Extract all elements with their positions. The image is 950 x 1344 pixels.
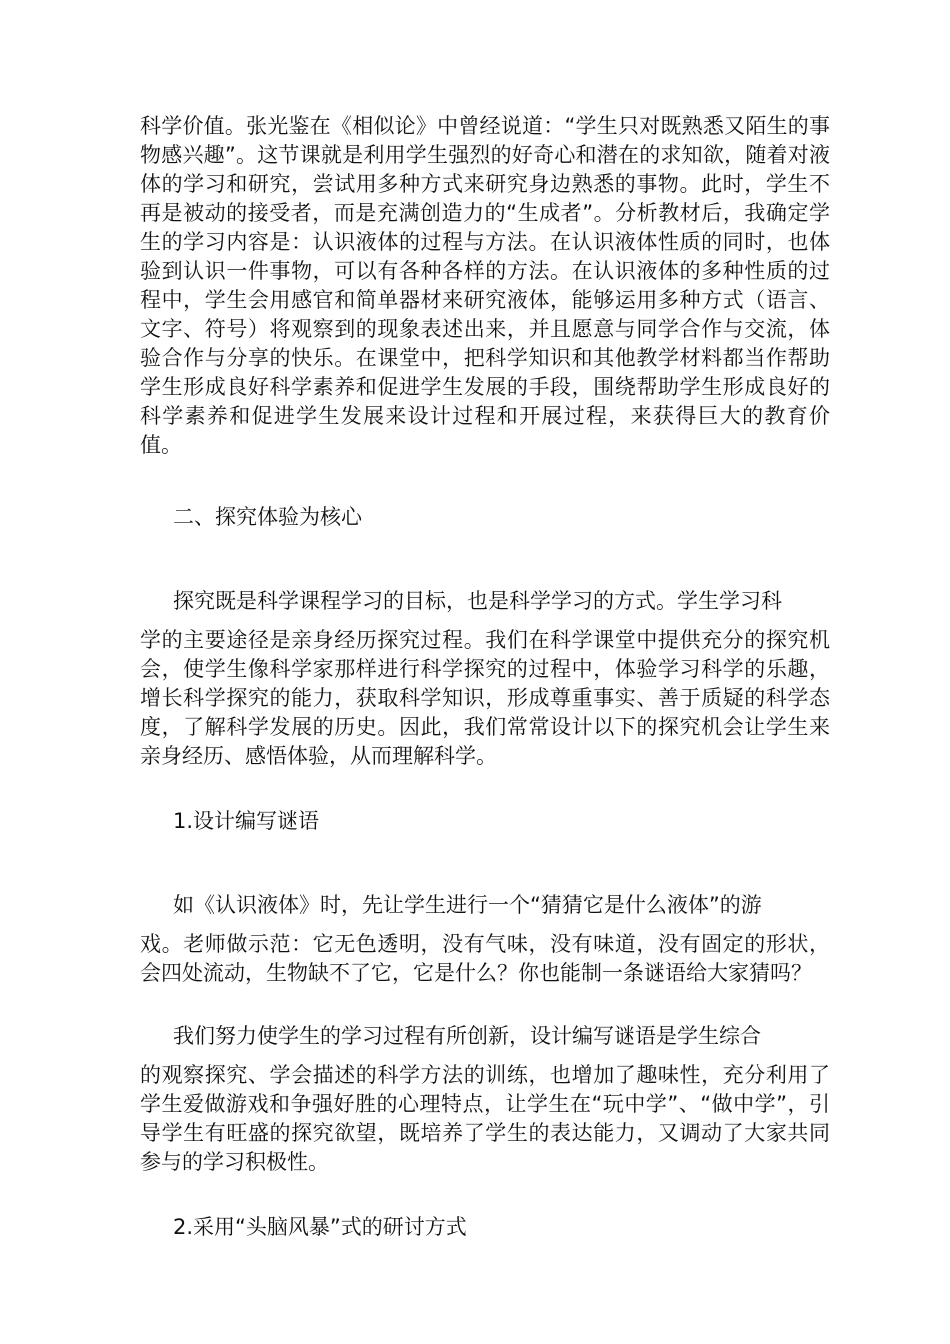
section-heading-inquiry: 二、探究体验为核心 — [173, 505, 362, 529]
paragraph-science-value: 科学价值。张光鉴在《相似论》中曾经说道：“学生只对既熟悉又陌生的事物感兴趣”。这节课就是利用学生强烈的好奇心和潜在的求知欲，随着对液体的学习和研究，尝试用多种方式来研究身边熟悉的事物。此时，学生不再是被动的接受者，而是充满创造力的“生成者”。分析教材后，我确定学生的学习内容是：认识液体的过程与方法。在认识液体性质的同时，也体验到认识一件事物，可以有各种各样的方法。在认识液体的多种性质的过程中，学生会用感官和简单器材来研究液体，能够运用多种方式（语言、文字、符号）将观察到的现象表述出来，并且愿意与同学合作与交流，体验合作与分享的快乐。在课堂中，把科学知识和其他教学材料都当作帮助学生形成良好科学素养和促进学生发展的手段，围绕帮助学生形成良好的科学素养和促进学生发展来设计过程和开展过程，来获得巨大的教育价值。 — [140, 114, 830, 457]
subheading-riddle: 1.设计编写谜语 — [173, 809, 320, 833]
document-body — [140, 112, 830, 1242]
paragraph-inquiry — [140, 587, 830, 771]
paragraph-inquiry-body: 学的主要途径是亲身经历探究过程。我们在科学课堂中提供充分的探究机会，使学生像科学家那样进行科学探究的过程中，体验学习科学的乐趣，增长科学探究的能力，获取科学知识，形成尊重事实、善于质疑的科学态度，了解科学发展的历史。因此，我们常常设计以下的探究机会让学生来亲身经历、感悟体验，从而理解科学。 — [140, 628, 830, 768]
paragraph-riddle-benefit-first-line: 我们努力使学生的学习过程有所创新，设计编写谜语是学生综合 — [173, 1024, 761, 1048]
paragraph-inquiry-first-line: 探究既是科学课程学习的目标，也是科学学习的方式。学生学习科 — [173, 589, 782, 613]
paragraph-riddle-benefit — [140, 1022, 830, 1177]
paragraph-riddle-example-first-line: 如《认识液体》时，先让学生进行一个“猜猜它是什么液体”的游 — [173, 893, 762, 917]
paragraph-riddle-example-body: 戏。老师做示范：它无色透明，没有气味，没有味道，没有固定的形状，会四处流动，生物缺不了它，它是什么？你也能制一条谜语给大家猜吗？ — [140, 932, 830, 985]
paragraph-riddle-example — [140, 891, 830, 988]
paragraph-riddle-benefit-body: 的观察探究、学会描述的科学方法的训练，也增加了趣味性，充分利用了学生爱做游戏和争强好胜的心理特点，让学生在“玩中学”、“做中学”，引导学生有旺盛的探究欲望，既培养了学生的表达能力，又调动了大家共同参与的学习积极性。 — [140, 1063, 830, 1174]
subheading-brainstorm: 2.采用“头脑风暴”式的研讨方式 — [173, 1215, 467, 1239]
